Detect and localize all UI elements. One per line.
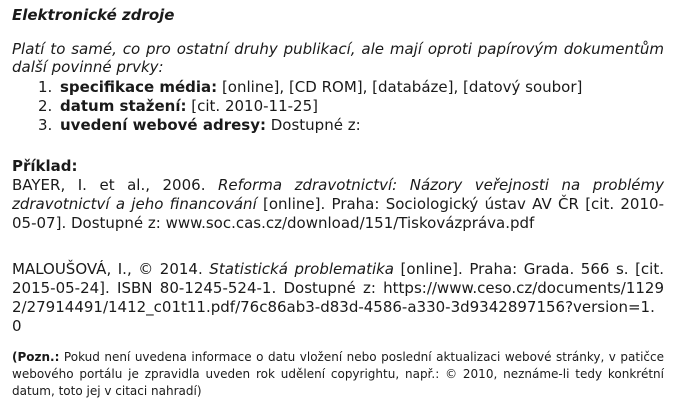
intro-paragraph: Platí to samé, co pro ostatní druhy publikací, ale mají oproti papírovým dokumentům další povinné prvky:: [12, 40, 664, 76]
list-item-number: 1.: [38, 78, 53, 96]
list-item-key: specifikace média:: [60, 78, 218, 96]
reference-title: Reforma zdravotnictví: Názory veřejnosti na problémy zdravotnictví a jeho financování: [12, 176, 664, 213]
list-item-number: 2.: [38, 97, 53, 115]
list-item-key: datum stažení:: [60, 97, 187, 115]
list-item-key: uvedení webové adresy:: [60, 116, 266, 134]
reference-title: Statistická problematika: [209, 260, 394, 278]
list-item: [38, 97, 582, 116]
list-item: [38, 78, 582, 97]
list-item-number: 3.: [38, 116, 53, 134]
reference-url: www.soc.cas.cz/download/151/Tiskovázpráva.pdf: [165, 214, 535, 232]
section-heading: Elektronické zdroje: [12, 6, 175, 24]
list-item-value: [online], [CD ROM], [databáze], [datový soubor]: [217, 78, 583, 96]
reference-details: [online]. Praha: Grada. 566 s. [cit. 2015-05-24]. ISBN 80-1245-524-1. Dostupné z:: [12, 260, 664, 297]
list-item: [38, 116, 582, 135]
example-label: Příklad:: [12, 157, 78, 175]
reference-entry: [12, 260, 664, 336]
footnote-label: (Pozn.:: [12, 350, 60, 364]
footnote-text: Pokud není uvedena informace o datu vložení nebo poslední aktualizaci webové stránky, v patičce webového portálu je zpravidla uveden rok udělení copyrightu, např.: © 2010, neznáme-li tedy konkrétní datum, toto jej v citaci nahradí): [12, 350, 664, 398]
reference-authors: BAYER, I. et al., 2006.: [12, 176, 218, 194]
reference-authors: MALOUŠOVÁ, I., © 2014.: [12, 260, 210, 278]
footnote: [12, 349, 664, 400]
required-elements-list: [38, 78, 582, 135]
reference-url: https://www.ceso.cz/documents/11292/27914491/1412_c01t11.pdf/76c86ab3-d83d-4586-a330-3d9342897156?version=1.0: [12, 279, 664, 335]
reference-details: [online]. Praha: Sociologický ústav AV ČR [cit. 2010-05-07]. Dostupné z:: [12, 195, 664, 232]
list-item-value: Dostupné z:: [265, 116, 361, 134]
reference-entry: [12, 176, 664, 233]
list-item-value: [cit. 2010-11-25]: [186, 97, 318, 115]
